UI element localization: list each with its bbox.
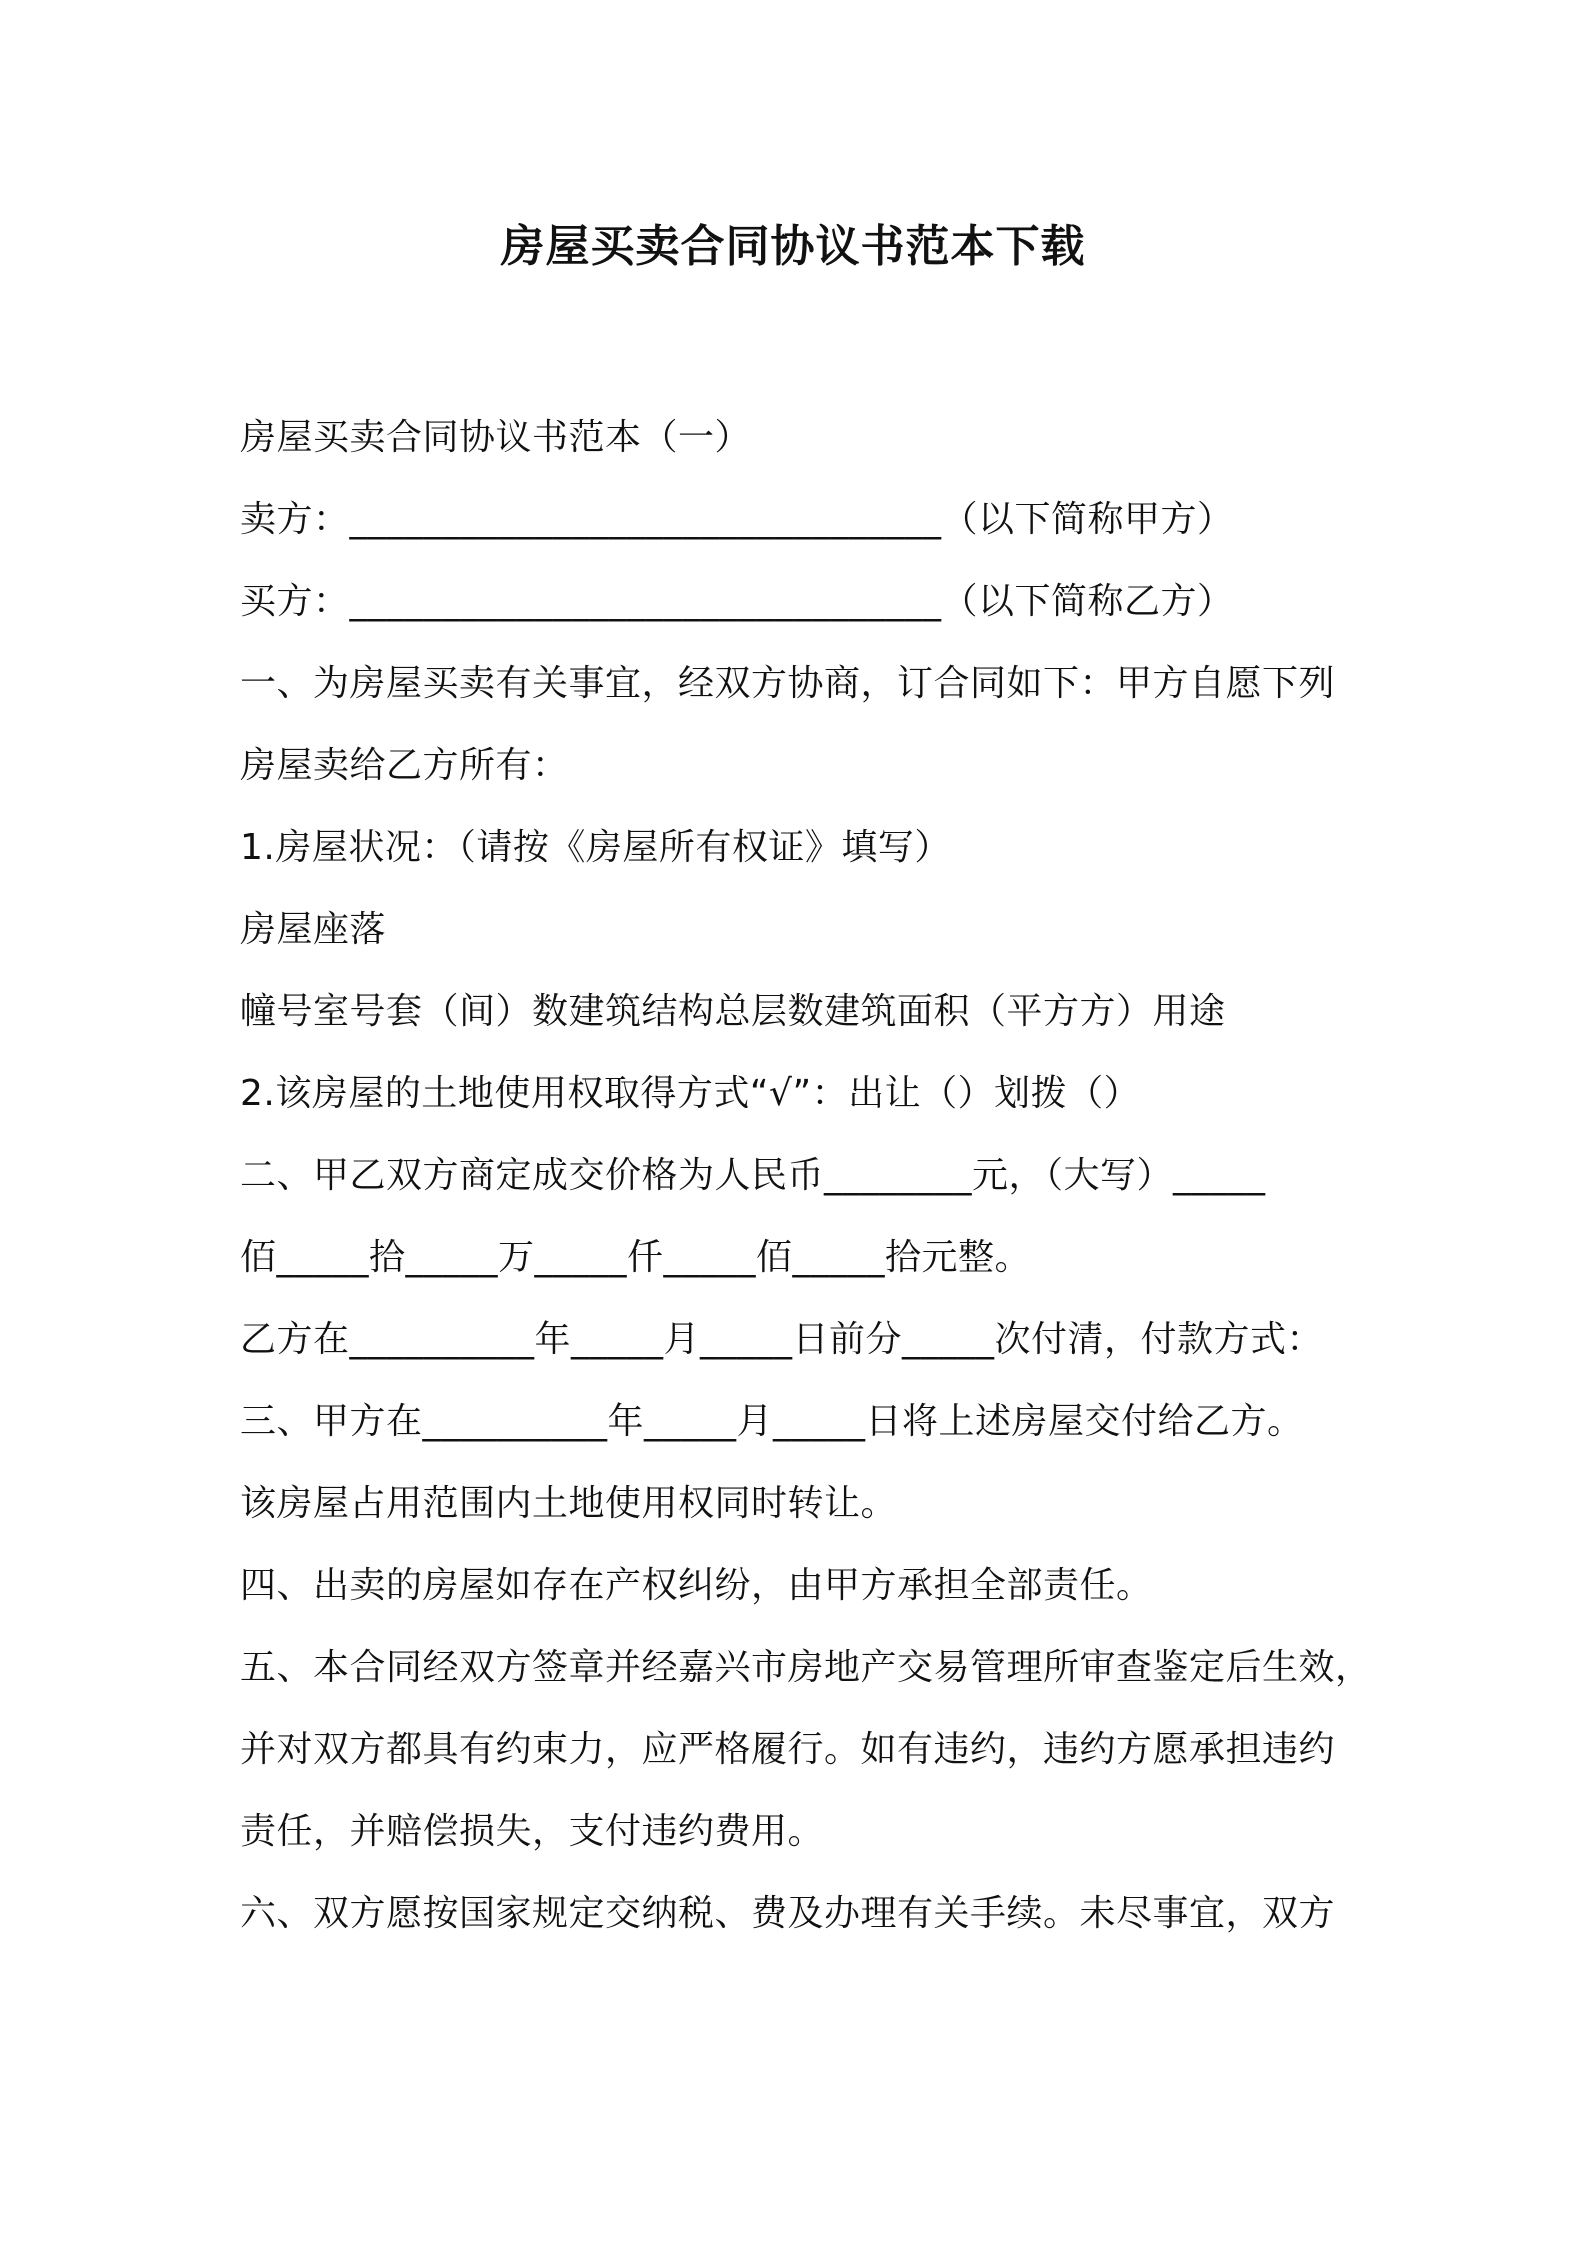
clause-5-line: 责任，并赔偿损失，支付违约费用。 [240, 1811, 825, 1852]
clause-1-line: 一、为房屋买卖有关事宜，经双方协商，订合同如下：甲方自愿下列 [240, 663, 1336, 704]
seller-line: 卖方：________________________________（以下简称甲方） [240, 499, 1234, 540]
property-status-line: 1.房屋状况：（请按《房屋所有权证》填写） [240, 827, 951, 868]
land-use-right-line: 2.该房屋的土地使用权取得方式“√”：出让（）划拨（） [240, 1073, 1141, 1114]
clause-3-line: 该房屋占用范围内土地使用权同时转让。 [240, 1483, 898, 1524]
clause-2-line: 二、甲乙双方商定成交价格为人民币________元，（大写）_____ [240, 1155, 1266, 1196]
section-heading: 房屋买卖合同协议书范本（一） [240, 417, 752, 458]
clause-5-line: 五、本合同经双方签章并经嘉兴市房地产交易管理所审查鉴定后生效， [240, 1647, 1372, 1688]
document-title: 房屋买卖合同协议书范本下载 [500, 221, 1086, 272]
property-details-line: 幢号室号套（间）数建筑结构总层数建筑面积（平方方）用途 [240, 991, 1226, 1032]
clause-2-line: 佰_____拾_____万_____仟_____佰_____拾元整。 [240, 1237, 1032, 1278]
clause-6-line: 六、双方愿按国家规定交纳税、费及办理有关手续。未尽事宜，双方 [240, 1893, 1336, 1934]
clause-5-line: 并对双方都具有约束力，应严格履行。如有违约，违约方愿承担违约 [240, 1729, 1336, 1770]
property-location-line: 房屋座落 [240, 909, 387, 950]
payment-line: 乙方在__________年_____月_____日前分_____次付清，付款方式： [240, 1319, 1324, 1360]
clause-4-line: 四、出卖的房屋如存在产权纠纷，由甲方承担全部责任。 [240, 1565, 1153, 1606]
clause-1-line: 房屋卖给乙方所有： [240, 745, 569, 786]
clause-3-line: 三、甲方在__________年_____月_____日将上述房屋交付给乙方。 [240, 1401, 1304, 1442]
buyer-line: 买方：________________________________（以下简称乙方） [240, 581, 1234, 622]
